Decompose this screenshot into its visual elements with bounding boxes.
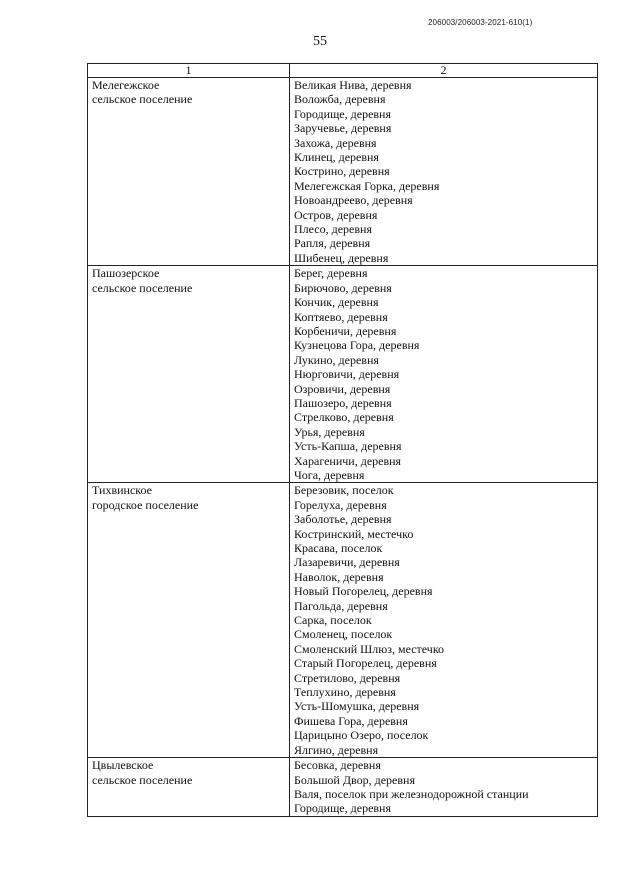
page-number: 55 (313, 34, 327, 49)
table-header-row (88, 64, 598, 78)
settlements-cell (290, 758, 598, 817)
settlement-entry: Горелуха, деревня (294, 497, 387, 512)
settlement-entry: Захожа, деревня (294, 135, 377, 150)
settlement-entry: Мелегежская Горка, деревня (294, 178, 440, 193)
municipality-cell (88, 483, 290, 758)
settlement-entry: Костринский, местечко (294, 526, 414, 541)
settlements-table (87, 63, 598, 817)
table-row (88, 483, 598, 758)
settlement-entry: Наволок, деревня (294, 569, 384, 584)
municipality-name-line: Цвылевское (92, 758, 154, 773)
column-header-2: 2 (290, 64, 598, 78)
municipality-name-line: Тихвинское (92, 483, 152, 498)
settlements-cell (290, 78, 598, 266)
settlement-entry: Сарка, поселок (294, 613, 372, 628)
settlement-entry: Городище, деревня (294, 106, 391, 121)
settlement-entry: Рапля, деревня (294, 236, 371, 251)
settlement-entry: Новоандреево, деревня (294, 193, 413, 208)
settlement-entry: Стрелково, деревня (294, 410, 394, 425)
municipality-name-line: сельское поселение (92, 772, 193, 787)
settlement-entry: Бесовка, деревня (294, 758, 381, 773)
settlement-entry: Нюрговичи, деревня (294, 367, 400, 382)
settlement-entry: Коптяево, деревня (294, 309, 388, 324)
municipality-cell (88, 78, 290, 266)
settlement-entry: Бирючово, деревня (294, 280, 392, 295)
table-row (88, 78, 598, 266)
settlement-entry: Пагольда, деревня (294, 598, 388, 613)
settlement-entry: Корбеничи, деревня (294, 323, 397, 338)
settlement-entry: Харагеничи, деревня (294, 453, 402, 468)
settlement-entry: Стретилово, деревня (294, 670, 401, 685)
settlement-entry: Воложба, деревня (294, 92, 386, 107)
table-row (88, 266, 598, 483)
settlement-entry: Теплухино, деревня (294, 685, 396, 700)
municipality-cell (88, 266, 290, 483)
municipality-cell (88, 758, 290, 817)
settlements-cell (290, 483, 598, 758)
settlement-entry: Валя, поселок при железнодорожной станции (294, 786, 529, 801)
settlement-entry: Смоленец, поселок (294, 627, 393, 642)
settlement-entry: Царицыно Озеро, поселок (294, 728, 429, 743)
settlement-entry: Заручевье, деревня (294, 121, 392, 136)
municipality-name-line: Мелегежское (92, 78, 160, 92)
settlement-entry: Фишева Гора, деревня (294, 713, 408, 728)
settlement-entry: Кострино, деревня (294, 164, 390, 179)
municipality-name-line: Пашозерское (92, 266, 160, 281)
settlement-entry: Озровичи, деревня (294, 381, 391, 396)
document-id: 206003/206003-2021-610(1) (428, 18, 533, 27)
settlement-entry: Ялгино, деревня (294, 742, 379, 757)
settlement-entry: Берег, деревня (294, 266, 368, 281)
settlement-entry: Клинец, деревня (294, 150, 379, 165)
column-header-1: 1 (88, 64, 290, 78)
settlement-entry: Городище, деревня (294, 801, 391, 816)
settlement-entry: Плесо, деревня (294, 222, 372, 237)
settlement-entry: Кузнецова Гора, деревня (294, 338, 420, 353)
table-row (88, 758, 598, 817)
settlement-entry: Кончик, деревня (294, 295, 379, 310)
settlements-cell (290, 266, 598, 483)
settlement-entry: Заболотье, деревня (294, 512, 392, 527)
settlement-entry: Новый Погорелец, деревня (294, 584, 433, 599)
settlement-entry: Лукино, деревня (294, 352, 379, 367)
settlement-entry: Усть-Шомушка, деревня (294, 699, 420, 714)
settlement-entry: Пашозеро, деревня (294, 395, 392, 410)
settlement-entry: Березовик, поселок (294, 483, 394, 498)
settlement-entry: Остров, деревня (294, 207, 378, 222)
settlement-entry: Урья, деревня (294, 424, 365, 439)
settlement-entry: Шибенец, деревня (294, 250, 389, 265)
municipality-name-line: городское поселение (92, 497, 199, 512)
settlement-entry: Старый Погорелец, деревня (294, 656, 437, 671)
settlement-entry: Лазаревичи, деревня (294, 555, 400, 570)
settlement-entry: Смоленский Шлюз, местечко (294, 641, 445, 656)
settlement-entry: Большой Двор, деревня (294, 772, 415, 787)
settlement-entry: Чога, деревня (294, 467, 365, 482)
municipality-name-line: сельское поселение (92, 280, 193, 295)
municipality-name-line: сельское поселение (92, 92, 193, 107)
settlement-entry: Красава, поселок (294, 541, 383, 555)
settlement-entry: Великая Нива, деревня (294, 78, 412, 92)
settlement-entry: Усть-Капша, деревня (294, 439, 402, 454)
